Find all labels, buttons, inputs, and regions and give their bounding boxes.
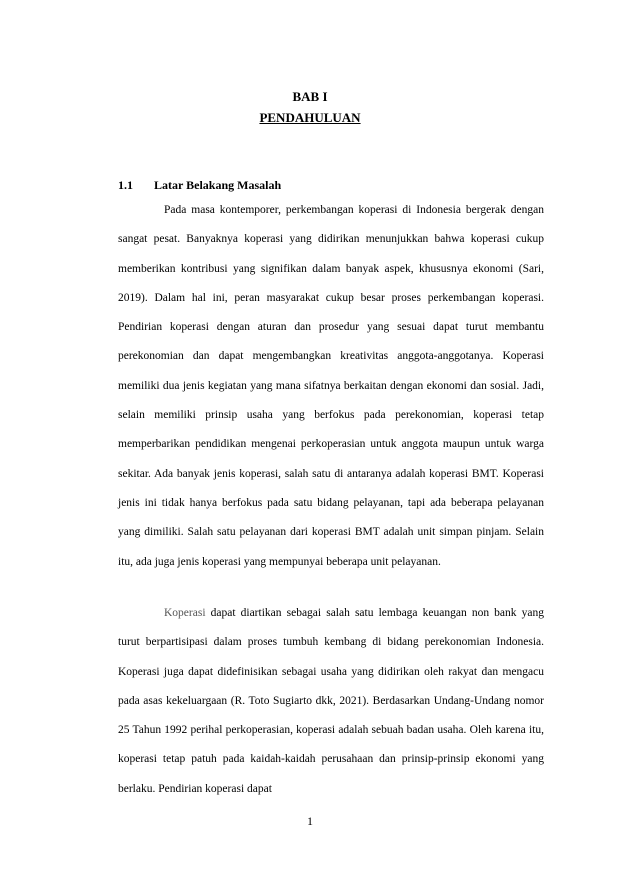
highlighted-keyword: Koperasi: [164, 607, 206, 619]
page-number: 1: [307, 814, 313, 828]
chapter-title: PENDAHULUAN: [259, 110, 361, 125]
paragraph: [118, 196, 544, 577]
paragraph: [118, 599, 544, 804]
section-heading: [118, 178, 281, 193]
paragraph-text: dapat diartikan sebagai salah satu lembaga keuangan non bank yang turut berpartisipasi dalam proses tumbuh kembang di bidang perekonomian Indonesia. Koperasi juga dapat didefinisikan sebagai usaha yang didirikan oleh rakyat dan mengacu pada asas kekeluargaan (R. Toto Sugiarto dkk, 2021). Berdasarkan Undang-Undang nomor 25 Tahun 1992 perihal perkoperasian, koperasi adalah sebuah badan usaha. Oleh karena itu, koperasi tetap patuh pada kaidah-kaidah perusahaan dan prinsip-prinsip ekonomi yang berlaku. Pendirian koperasi dapat: [118, 607, 544, 795]
paragraph-text: Pada masa kontemporer, perkembangan koperasi di Indonesia bergerak dengan sangat pesat. Banyaknya koperasi yang didirikan menunjukkan bahwa koperasi cukup memberikan kontribusi yang signifikan dalam banyak aspek, khususnya ekonomi (Sari, 2019). Dalam hal ini, peran masyarakat cukup besar proses perkembangan koperasi. Pendirian koperasi dengan aturan dan prosedur yang sesuai dapat turut membantu perekonomian dan dapat mengembangkan kreativitas anggota-anggotanya. Koperasi memiliki dua jenis kegiatan yang mana sifatnya berkaitan dengan ekonomi dan sosial. Jadi, selain memiliki prinsip usaha yang berfokus pada perekonomian, koperasi tetap memperbarikan pendidikan mengenai perkoperasian untuk anggota maupun untuk warga sekitar. Ada banyak jenis koperasi, salah satu di antaranya adalah koperasi BMT. Koperasi jenis ini tidak hanya berfokus pada satu bidang pelayanan, tapi ada beberapa pelayanan yang dimiliki. Salah satu pelayanan dari koperasi BMT adalah unit simpan pinjam. Selain itu, ada juga jenis koperasi yang mempunyai beberapa unit pelayanan.: [118, 204, 544, 568]
section-title: Latar Belakang Masalah: [154, 178, 282, 192]
chapter-number: BAB I: [292, 89, 328, 104]
section-number: 1.1: [118, 178, 133, 192]
